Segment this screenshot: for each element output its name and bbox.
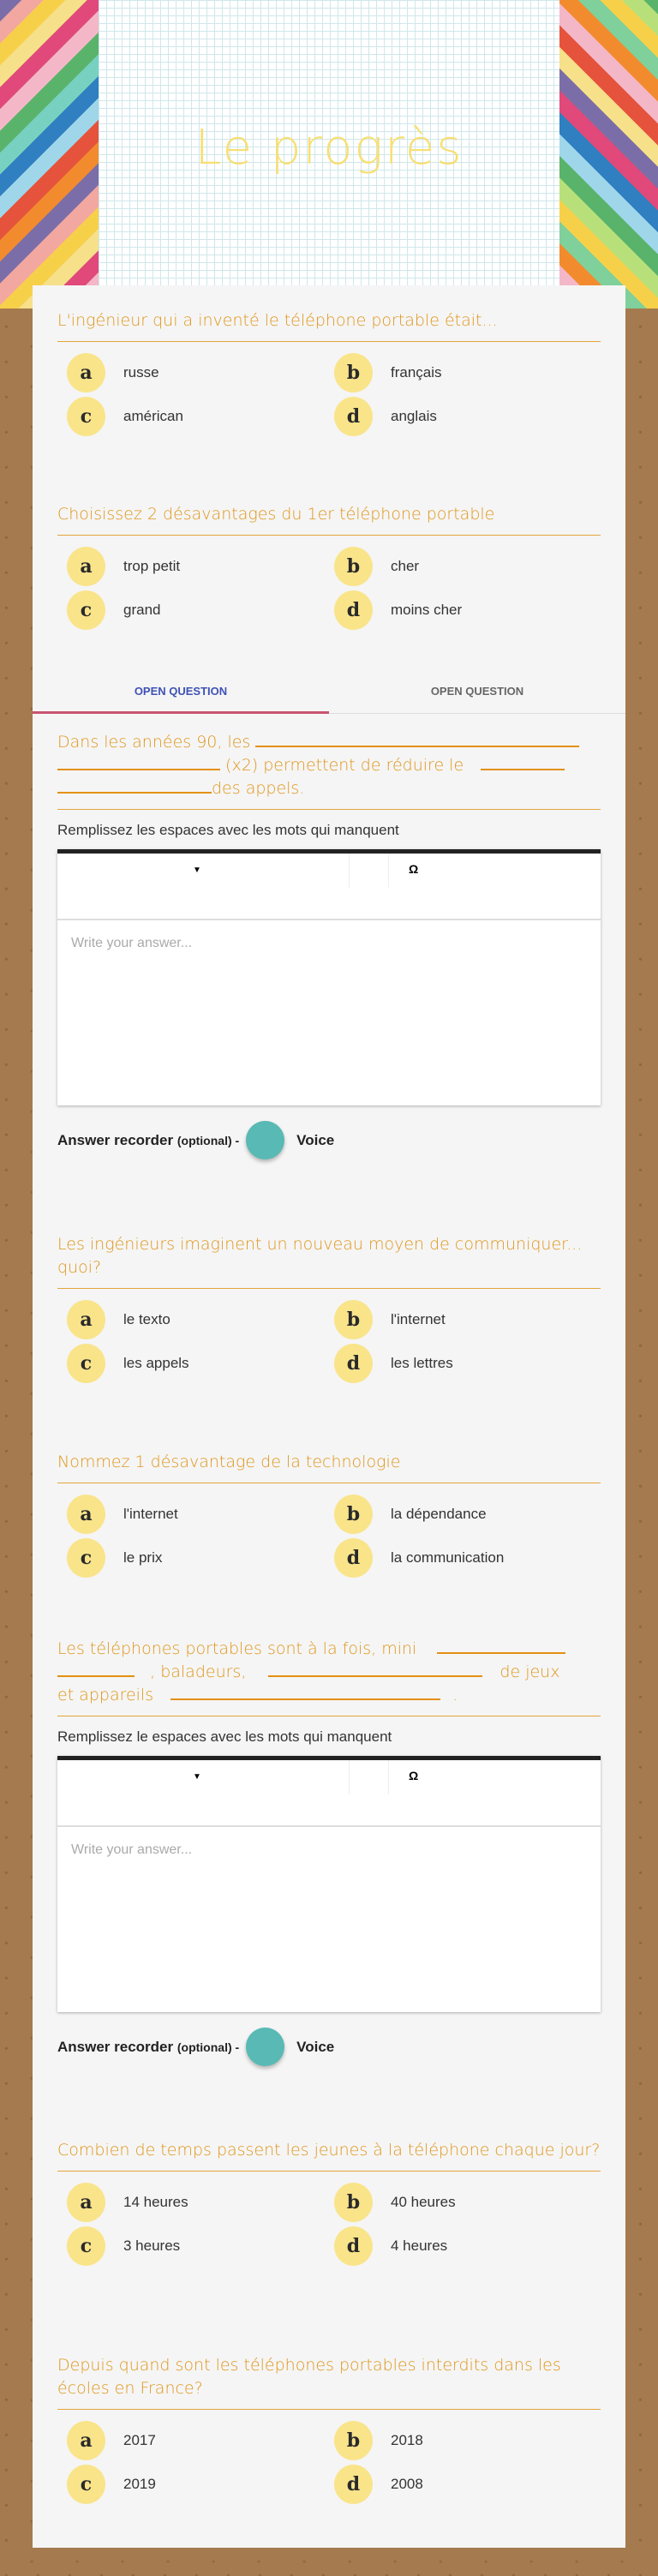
option-letter-badge: c (67, 1538, 105, 1578)
dropdown-caret-icon[interactable]: ▼ (193, 1772, 201, 1782)
question-text: Nommez 1 désavantage de la technologie (57, 1451, 601, 1483)
instruction: Remplissez le espaces avec les mots qui manquent (57, 1728, 392, 1745)
recorder-optional: (optional) - (176, 2040, 240, 2054)
option-letter-badge: b (334, 547, 373, 586)
options (57, 546, 601, 635)
option-letter-badge: a (67, 353, 105, 392)
option-a[interactable] (57, 546, 314, 587)
option-text: 14 heures (123, 2194, 188, 2210)
option-letter-badge: a (67, 2183, 105, 2222)
multiple-choice-question (57, 2139, 601, 2271)
option-text: 40 heures (391, 2194, 456, 2210)
text-part: (x2) permettent de réduire le (225, 756, 464, 775)
option-d[interactable] (325, 2464, 582, 2505)
option-d[interactable] (325, 590, 582, 631)
answer-input[interactable]: Write your answer... (71, 936, 193, 950)
header-banner (0, 0, 658, 309)
option-text: moins cher (391, 602, 463, 618)
instruction: Remplissez les espaces avec les mots qui manquent (57, 822, 399, 838)
blank (437, 1640, 565, 1654)
text-part: Les téléphones portables sont à la fois, mini (57, 1639, 417, 1658)
text-part: . (452, 1686, 458, 1704)
option-text: les lettres (391, 1355, 453, 1371)
option-b[interactable] (325, 546, 582, 587)
option-b[interactable] (325, 2182, 582, 2223)
option-text: anglais (391, 408, 437, 424)
option-text: français (391, 364, 442, 380)
page-title: Le progrès (194, 120, 464, 176)
option-c[interactable] (57, 2464, 314, 2505)
option-letter-badge: c (67, 2465, 105, 2504)
voice-record-button[interactable] (246, 1121, 284, 1159)
multiple-choice-question (57, 309, 601, 441)
option-letter-badge: c (67, 590, 105, 630)
option-text: la communication (391, 1549, 505, 1566)
option-text: russe (123, 364, 159, 380)
special-character-button[interactable]: Ω (409, 1769, 419, 1782)
recorder-label: Answer recorder (57, 1131, 174, 1148)
answer-editor (57, 1756, 601, 2012)
answer-input[interactable]: Write your answer... (71, 1842, 193, 1857)
option-text: l'internet (391, 1311, 446, 1327)
option-letter-badge: c (67, 397, 105, 436)
divider (349, 854, 350, 888)
option-text: 3 heures (123, 2238, 181, 2254)
text-part: Dans les années 90, les (57, 733, 251, 752)
option-letter-badge: a (67, 547, 105, 586)
option-text: trop petit (123, 558, 181, 574)
option-text: 2019 (123, 2476, 156, 2492)
option-c[interactable] (57, 396, 314, 437)
option-text: le texto (123, 1311, 170, 1327)
voice-record-button[interactable] (246, 2028, 284, 2066)
recorder-label: Answer recorder (57, 2038, 174, 2055)
option-d[interactable] (325, 1537, 582, 1579)
option-letter-badge: b (334, 1300, 373, 1339)
tab-open-question-2[interactable]: OPEN QUESTION (430, 685, 524, 698)
option-d[interactable] (325, 2226, 582, 2267)
option-a[interactable] (57, 1494, 314, 1535)
question-text: Les ingénieurs imaginent un nouveau moyen de communiquer... quoi? (57, 1233, 601, 1289)
text-part: des appels. (212, 779, 305, 798)
option-text: américan (123, 408, 183, 424)
options (57, 1494, 601, 1583)
option-c[interactable] (57, 590, 314, 631)
tab-bar (33, 680, 625, 714)
open-question-2 (57, 1638, 601, 2066)
option-c[interactable] (57, 1537, 314, 1579)
editor-toolbar (57, 1760, 601, 1827)
option-b[interactable] (325, 2420, 582, 2461)
option-text: grand (123, 602, 161, 618)
blank (57, 780, 212, 794)
answer-editor (57, 849, 601, 1105)
voice-label: Voice (296, 2038, 335, 2055)
special-character-button[interactable]: Ω (409, 862, 419, 876)
option-letter-badge: b (334, 353, 373, 392)
option-a[interactable] (57, 1299, 314, 1340)
option-letter-badge: b (334, 1495, 373, 1534)
options (57, 2182, 601, 2271)
option-letter-badge: a (67, 1300, 105, 1339)
option-text: le prix (123, 1549, 163, 1566)
option-b[interactable] (325, 1299, 582, 1340)
editor-toolbar (57, 854, 601, 920)
multiple-choice-question (57, 1451, 601, 1583)
option-text: 2008 (391, 2476, 423, 2492)
multiple-choice-question (57, 503, 601, 635)
tab-open-question-1[interactable]: OPEN QUESTION (33, 680, 329, 714)
option-letter-badge: d (334, 2226, 373, 2266)
answer-recorder (57, 2028, 601, 2066)
divider (349, 1760, 350, 1794)
voice-label: Voice (296, 1131, 335, 1148)
option-letter-badge: c (67, 2226, 105, 2266)
option-letter-badge: a (67, 1495, 105, 1534)
option-letter-badge: c (67, 1344, 105, 1383)
question-text: Depuis quand sont les téléphones portables interdits dans les écoles en France? (57, 2354, 601, 2410)
option-text: les appels (123, 1355, 189, 1371)
question-text: L'ingénieur qui a inventé le téléphone portable était... (57, 309, 601, 342)
blank (255, 734, 579, 747)
option-a[interactable] (57, 2420, 314, 2461)
question-text: Choisissez 2 désavantages du 1er téléphone portable (57, 503, 601, 536)
option-text: l'internet (123, 1506, 178, 1522)
text-part: et appareils (57, 1686, 154, 1704)
multiple-choice-question (57, 1233, 601, 1388)
option-letter-badge: d (334, 397, 373, 436)
blank (57, 1663, 135, 1677)
dropdown-caret-icon[interactable]: ▼ (193, 866, 201, 875)
option-letter-badge: d (334, 1538, 373, 1578)
question-text (57, 1638, 601, 1716)
option-letter-badge: d (334, 2465, 373, 2504)
multiple-choice-question (57, 2354, 601, 2509)
divider (388, 854, 389, 888)
question-text (57, 731, 601, 810)
question-text: Combien de temps passent les jeunes à la téléphone chaque jour? (57, 2139, 601, 2172)
blank (481, 757, 565, 770)
option-b[interactable] (325, 1494, 582, 1535)
worksheet-card (33, 285, 625, 2548)
option-c[interactable] (57, 2226, 314, 2267)
option-letter-badge: a (67, 2421, 105, 2460)
option-a[interactable] (57, 352, 314, 393)
blank (170, 1686, 440, 1700)
open-question-1 (57, 731, 601, 1159)
text-part: , baladeurs, (150, 1662, 247, 1681)
option-letter-badge: b (334, 2183, 373, 2222)
options (57, 352, 601, 441)
option-text: 4 heures (391, 2238, 448, 2254)
option-c[interactable] (57, 1343, 314, 1384)
option-letter-badge: d (334, 590, 373, 630)
option-letter-badge: b (334, 2421, 373, 2460)
options (57, 1299, 601, 1388)
options (57, 2420, 601, 2509)
option-b[interactable] (325, 352, 582, 393)
option-a[interactable] (57, 2182, 314, 2223)
option-d[interactable] (325, 396, 582, 437)
divider (388, 1760, 389, 1794)
text-part: de jeux (499, 1662, 560, 1681)
option-d[interactable] (325, 1343, 582, 1384)
option-text: 2017 (123, 2432, 156, 2448)
answer-recorder (57, 1121, 601, 1159)
blank (268, 1663, 482, 1677)
option-text: 2018 (391, 2432, 423, 2448)
option-text: la dépendance (391, 1506, 487, 1522)
option-text: cher (391, 558, 420, 574)
option-letter-badge: d (334, 1344, 373, 1383)
recorder-optional: (optional) - (176, 1133, 240, 1147)
blank (57, 757, 220, 770)
